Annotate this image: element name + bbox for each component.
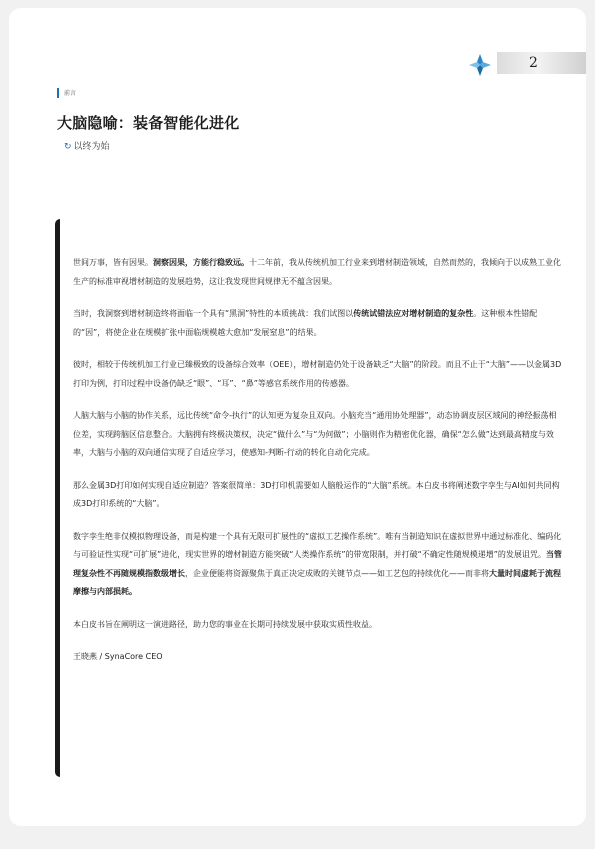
section-marker [57,88,59,98]
paragraph-2: 当时，我洞察到增材制造终将面临一个具有“黑洞”特性的本质挑战：我们试图以传统试错法应对增材制造的复杂性。这种根本性错配的“因”，将使企业在规模扩张中面临规模越大愈加“发展窒息”的结果。 [73,309,538,337]
body-text [73,254,563,681]
document-page [9,8,586,826]
page-title: 大脑隐喻：装备智能化进化 [57,114,240,132]
paragraph-7: 本白皮书旨在阐明这一演进路径，助力您的事业在长期可持续发展中获取实质性收益。 [73,619,377,629]
subtitle-text: 以终为始 [73,142,110,152]
vertical-accent-line [55,219,60,777]
page-number-bar [497,52,586,74]
page-number: 2 [529,55,538,71]
signature: 王晓燕 / SynaCore CEO [73,652,163,661]
paragraph-3: 彼时，相较于传统机加工行业已臻极致的设备综合效率（OEE），增材制造仍处于设备缺乏“大脑”的阶段。而且不止于“大脑”——以金属3D打印为例，打印过程中设备仍缺乏“眼”、“耳”、“鼻”等感官系统作用的传感器。 [73,360,562,388]
cycle-icon: ↻ [64,142,72,152]
paragraph-5: 那么金属3D打印如何实现自适应制造？答案很简单：3D打印机需要如人脑般运作的“大脑”系统。本白皮书将阐述数字孪生与AI如何共同构成3D打印系统的“大脑”。 [73,480,560,508]
company-logo-icon [468,53,492,77]
paragraph-6: 数字孪生绝非仅模拟物理设备，而是构建一个具有无限可扩展性的“虚拟工艺操作系统”。唯有当制造知识在虚拟世界中通过标准化、编码化与可验证性实现“可扩展”进化，现实世界的增材制造方能突破“人类操作系统”的带宽限制，并打破“不确定性随规模递增”的发展诅咒。当管理复杂性不再随规模指数级增长，企业便能将资源聚焦于真正决定成败的关键节点——如工艺包的持续优化——而非将大量时间虚耗于流程摩擦与内部损耗。 [73,531,562,596]
subtitle [64,139,110,152]
section-tag: 前言 [64,90,77,97]
paragraph-1: 世间万事，皆有因果。洞察因果，方能行稳致远。十二年前，我从传统机加工行业来到增材制造领域，自然而然的，我倾向于以成熟工业化生产的标准审视增材制造的发展趋势，这让我发现世间规律无不蕴含因果。 [73,258,561,286]
paragraph-4: 人脑大脑与小脑的协作关系，远比传统“命令-执行”的认知更为复杂且双向。小脑充当“通用协处理器”，动态协调皮层区域间的神经振荡相位差，实现跨脑区信息整合。大脑拥有终极决策权，决定“做什么”与“为何做”；小脑则作为精密优化器，确保“怎么做”达到最高精度与效率，大脑与小脑的双向通信实现了自适应学习，使感知-判断-行动的转化自动化完成。 [73,411,557,457]
